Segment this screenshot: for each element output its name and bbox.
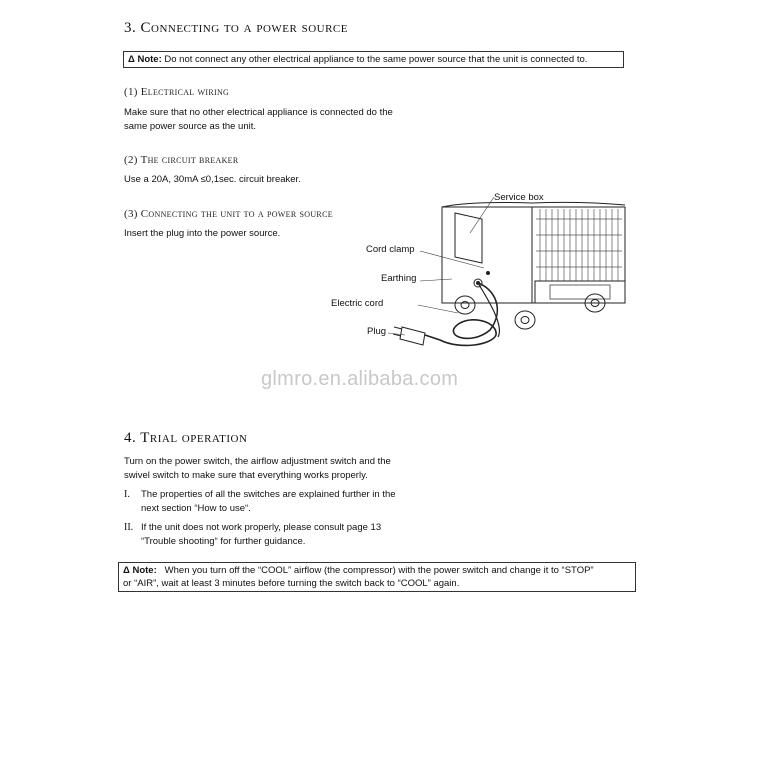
watermark: glmro.en.alibaba.com xyxy=(261,368,459,390)
subsection-1-title: (1) Electrical wiring xyxy=(124,86,230,98)
section-4-title: 4. Trial operation xyxy=(124,430,248,446)
list-item-line: next section “How to use“. xyxy=(141,503,251,514)
label-earthing: Earthing xyxy=(381,273,417,284)
subsection-1-line: same power source as the unit. xyxy=(124,121,257,132)
list-item xyxy=(124,521,396,549)
subsection-2-title: (2) The circuit breaker xyxy=(124,154,239,166)
note-text: Do not connect any other electrical appliance to the same power source that the unit is connected to. xyxy=(164,54,588,65)
list-item-number: I. xyxy=(124,489,130,500)
label-service-box: Service box xyxy=(494,192,544,203)
intro-line: Turn on the power switch, the airflow adjustment switch and the xyxy=(124,456,391,467)
subsection-1-line: Make sure that no other electrical appliance is connected do the xyxy=(124,107,393,118)
subsection-3-text: Insert the plug into the power source. xyxy=(124,228,281,239)
label-cord-clamp: Cord clamp xyxy=(366,244,415,255)
subsection-2-text: Use a 20A, 30mA ≤0,1sec. circuit breaker. xyxy=(124,174,301,185)
list-item-line: The properties of all the switches are explained further in the xyxy=(141,489,396,500)
section-4-intro xyxy=(124,455,391,483)
note-line: or “AIR”, wait at least 3 minutes before turning the switch back to “COOL” again. xyxy=(123,578,460,589)
section-4-list xyxy=(124,488,396,549)
intro-line: swivel switch to make sure that everything works properly. xyxy=(124,470,368,481)
list-item-number: II. xyxy=(124,522,134,533)
list-item-line: “Trouble shooting“ for further guidance. xyxy=(141,536,306,547)
note-label: Δ Note: xyxy=(128,54,162,65)
subsection-1-text xyxy=(124,106,393,134)
list-item-line: If the unit does not work properly, please consult page 13 xyxy=(141,522,382,533)
trial-operation-note xyxy=(118,562,636,592)
power-source-note xyxy=(123,51,624,68)
note-line: When you turn off the “COOL” airflow (the compressor) with the power switch and change it to “STOP” xyxy=(164,565,594,576)
subsection-3-title: (3) Connecting the unit to a power source xyxy=(124,208,333,220)
note-label: Δ Note: xyxy=(123,565,157,576)
list-item xyxy=(124,488,396,516)
label-plug: Plug xyxy=(367,326,387,337)
section-3-title: 3. Connecting to a power source xyxy=(124,20,348,36)
label-electric-cord: Electric cord xyxy=(331,298,384,309)
